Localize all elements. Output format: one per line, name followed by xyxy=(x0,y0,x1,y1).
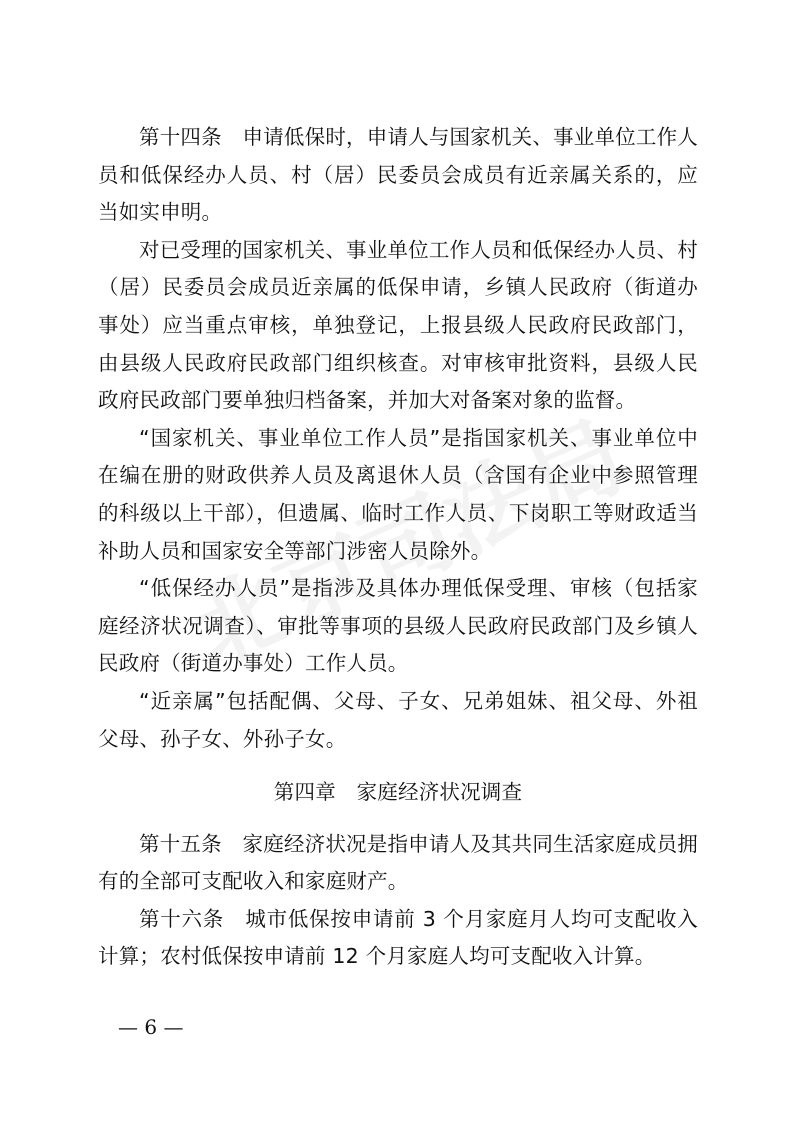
chapter-heading: 第四章 家庭经济状况调查 xyxy=(273,780,523,805)
definition-close-relatives-paragraph: “近亲属”包括配偶、父母、子女、兄弟姐妹、祖父母、外祖父母、孙子女、外孙子女。 xyxy=(98,688,698,751)
document-body xyxy=(98,119,698,976)
definition-government-staff-paragraph: “国家机关、事业单位工作人员”是指国家机关、事业单位中在编在册的财政供养人员及离退休人员（含国有企业中参照管理的科级以上干部），但遗属、临时工作人员、下岗职工等财政适当补助人员和国家安全等部门涉密人员除外。 xyxy=(98,425,698,563)
article-14-review-paragraph: 对已受理的国家机关、事业单位工作人员和低保经办人员、村（居）民委员会成员近亲属的低保申请，乡镇人民政府（街道办事处）应当重点审核，单独登记，上报县级人民政府民政部门，由县级人民政府民政部门组织核查。对审核审批资料，县级人民政府民政部门要单独归档备案，并加大对备案对象的监督。 xyxy=(98,237,698,413)
page-number: — 6 — xyxy=(118,1015,184,1039)
article-15-paragraph: 第十五条 家庭经济状况是指申请人及其共同生活家庭成员拥有的全部可支配收入和家庭财产。 xyxy=(98,831,698,894)
definition-handling-staff-paragraph: “低保经办人员”是指涉及具体办理低保受理、审核（包括家庭经济状况调查）、审批等事项的县级人民政府民政部门及乡镇人民政府（街道办事处）工作人员。 xyxy=(98,576,698,676)
article-16-paragraph: 第十六条 城市低保按申请前 3 个月家庭月人均可支配收入计算；农村低保按申请前 12 个月家庭人均可支配收入计算。 xyxy=(98,906,698,969)
article-14-paragraph: 第十四条 申请低保时，申请人与国家机关、事业单位工作人员和低保经办人员、村（居）民委员会成员有近亲属关系的，应当如实申明。 xyxy=(98,125,698,225)
